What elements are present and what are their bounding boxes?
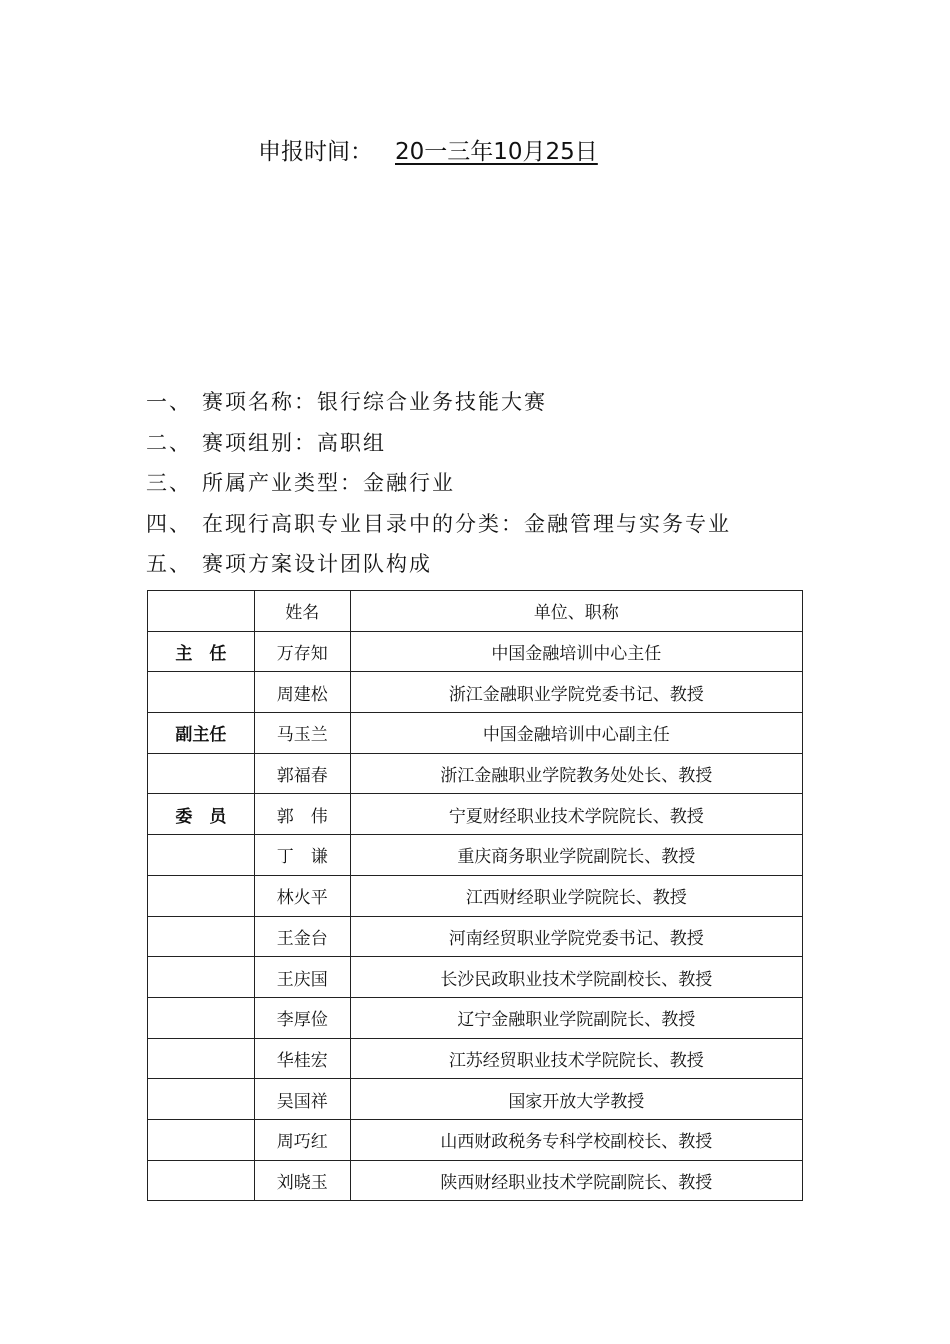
section-item-2 <box>146 425 731 466</box>
role-cell <box>148 916 255 957</box>
header-unit: 单位、职称 <box>350 591 802 632</box>
section-text: 赛项组别：高职组 <box>202 430 386 455</box>
table-header-row <box>148 591 803 632</box>
section-number: 五、 <box>146 552 192 577</box>
section-item-5 <box>146 546 731 587</box>
name-cell: 王金台 <box>254 916 350 957</box>
section-text: 赛项名称：银行综合业务技能大赛 <box>202 390 547 414</box>
table-row <box>148 916 803 957</box>
table-row <box>148 1038 803 1079</box>
name-cell: 郭福春 <box>254 753 350 794</box>
header-role <box>148 591 255 632</box>
declaration-date-value: 20一三年10月25日 <box>395 139 598 165</box>
role-cell: 委 员 <box>148 794 255 835</box>
unit-cell: 国家开放大学教授 <box>350 1079 802 1120</box>
name-cell: 马玉兰 <box>254 713 350 754</box>
role-cell <box>148 1160 255 1201</box>
section-text: 在现行高职专业目录中的分类：金融管理与实务专业 <box>202 511 731 536</box>
table-row <box>148 753 803 794</box>
table-row <box>148 672 803 713</box>
role-cell <box>148 753 255 794</box>
declaration-date-line <box>258 133 608 166</box>
unit-cell: 辽宁金融职业学院副院长、教授 <box>350 997 802 1038</box>
table-row <box>148 713 803 754</box>
unit-cell: 山西财政税务专科学校副校长、教授 <box>350 1119 802 1160</box>
name-cell: 万存知 <box>254 631 350 672</box>
section-item-4 <box>146 506 731 547</box>
role-cell <box>148 957 255 998</box>
unit-cell: 浙江金融职业学院教务处处长、教授 <box>350 753 802 794</box>
declaration-date-label: 申报时间： <box>258 139 373 165</box>
unit-cell: 江苏经贸职业技术学院院长、教授 <box>350 1038 802 1079</box>
section-text: 所属产业类型：金融行业 <box>202 471 455 496</box>
unit-cell: 中国金融培训中心主任 <box>350 631 802 672</box>
name-cell: 周巧红 <box>254 1119 350 1160</box>
unit-cell: 宁夏财经职业技术学院院长、教授 <box>350 794 802 835</box>
header-name: 姓名 <box>254 591 350 632</box>
unit-cell: 重庆商务职业学院副院长、教授 <box>350 835 802 876</box>
role-cell: 副主任 <box>148 713 255 754</box>
role-cell <box>148 835 255 876</box>
name-cell: 刘晓玉 <box>254 1160 350 1201</box>
unit-cell: 河南经贸职业学院党委书记、教授 <box>350 916 802 957</box>
section-item-1 <box>146 384 731 425</box>
table-row <box>148 631 803 672</box>
table-row <box>148 1119 803 1160</box>
table-row <box>148 875 803 916</box>
name-cell: 李厚俭 <box>254 997 350 1038</box>
table-row <box>148 957 803 998</box>
name-cell: 郭 伟 <box>254 794 350 835</box>
section-item-3 <box>146 465 731 506</box>
name-cell: 吴国祥 <box>254 1079 350 1120</box>
role-cell: 主 任 <box>148 631 255 672</box>
section-number: 三、 <box>146 471 192 496</box>
section-list <box>146 384 731 587</box>
role-cell <box>148 1038 255 1079</box>
table-row <box>148 835 803 876</box>
unit-cell: 长沙民政职业技术学院副校长、教授 <box>350 957 802 998</box>
table-row <box>148 794 803 835</box>
table-row <box>148 1160 803 1201</box>
name-cell: 王庆国 <box>254 957 350 998</box>
team-table <box>147 590 803 1201</box>
name-cell: 丁 谦 <box>254 835 350 876</box>
name-cell: 周建松 <box>254 672 350 713</box>
name-cell: 华桂宏 <box>254 1038 350 1079</box>
unit-cell: 江西财经职业学院院长、教授 <box>350 875 802 916</box>
section-number: 一、 <box>146 390 192 414</box>
section-number: 二、 <box>146 430 192 455</box>
unit-cell: 浙江金融职业学院党委书记、教授 <box>350 672 802 713</box>
unit-cell: 陕西财经职业技术学院副院长、教授 <box>350 1160 802 1201</box>
table-row <box>148 997 803 1038</box>
table-row <box>148 1079 803 1120</box>
name-cell: 林火平 <box>254 875 350 916</box>
role-cell <box>148 997 255 1038</box>
role-cell <box>148 1119 255 1160</box>
role-cell <box>148 672 255 713</box>
role-cell <box>148 875 255 916</box>
section-text: 赛项方案设计团队构成 <box>202 552 432 577</box>
section-number: 四、 <box>146 511 192 536</box>
role-cell <box>148 1079 255 1120</box>
unit-cell: 中国金融培训中心副主任 <box>350 713 802 754</box>
